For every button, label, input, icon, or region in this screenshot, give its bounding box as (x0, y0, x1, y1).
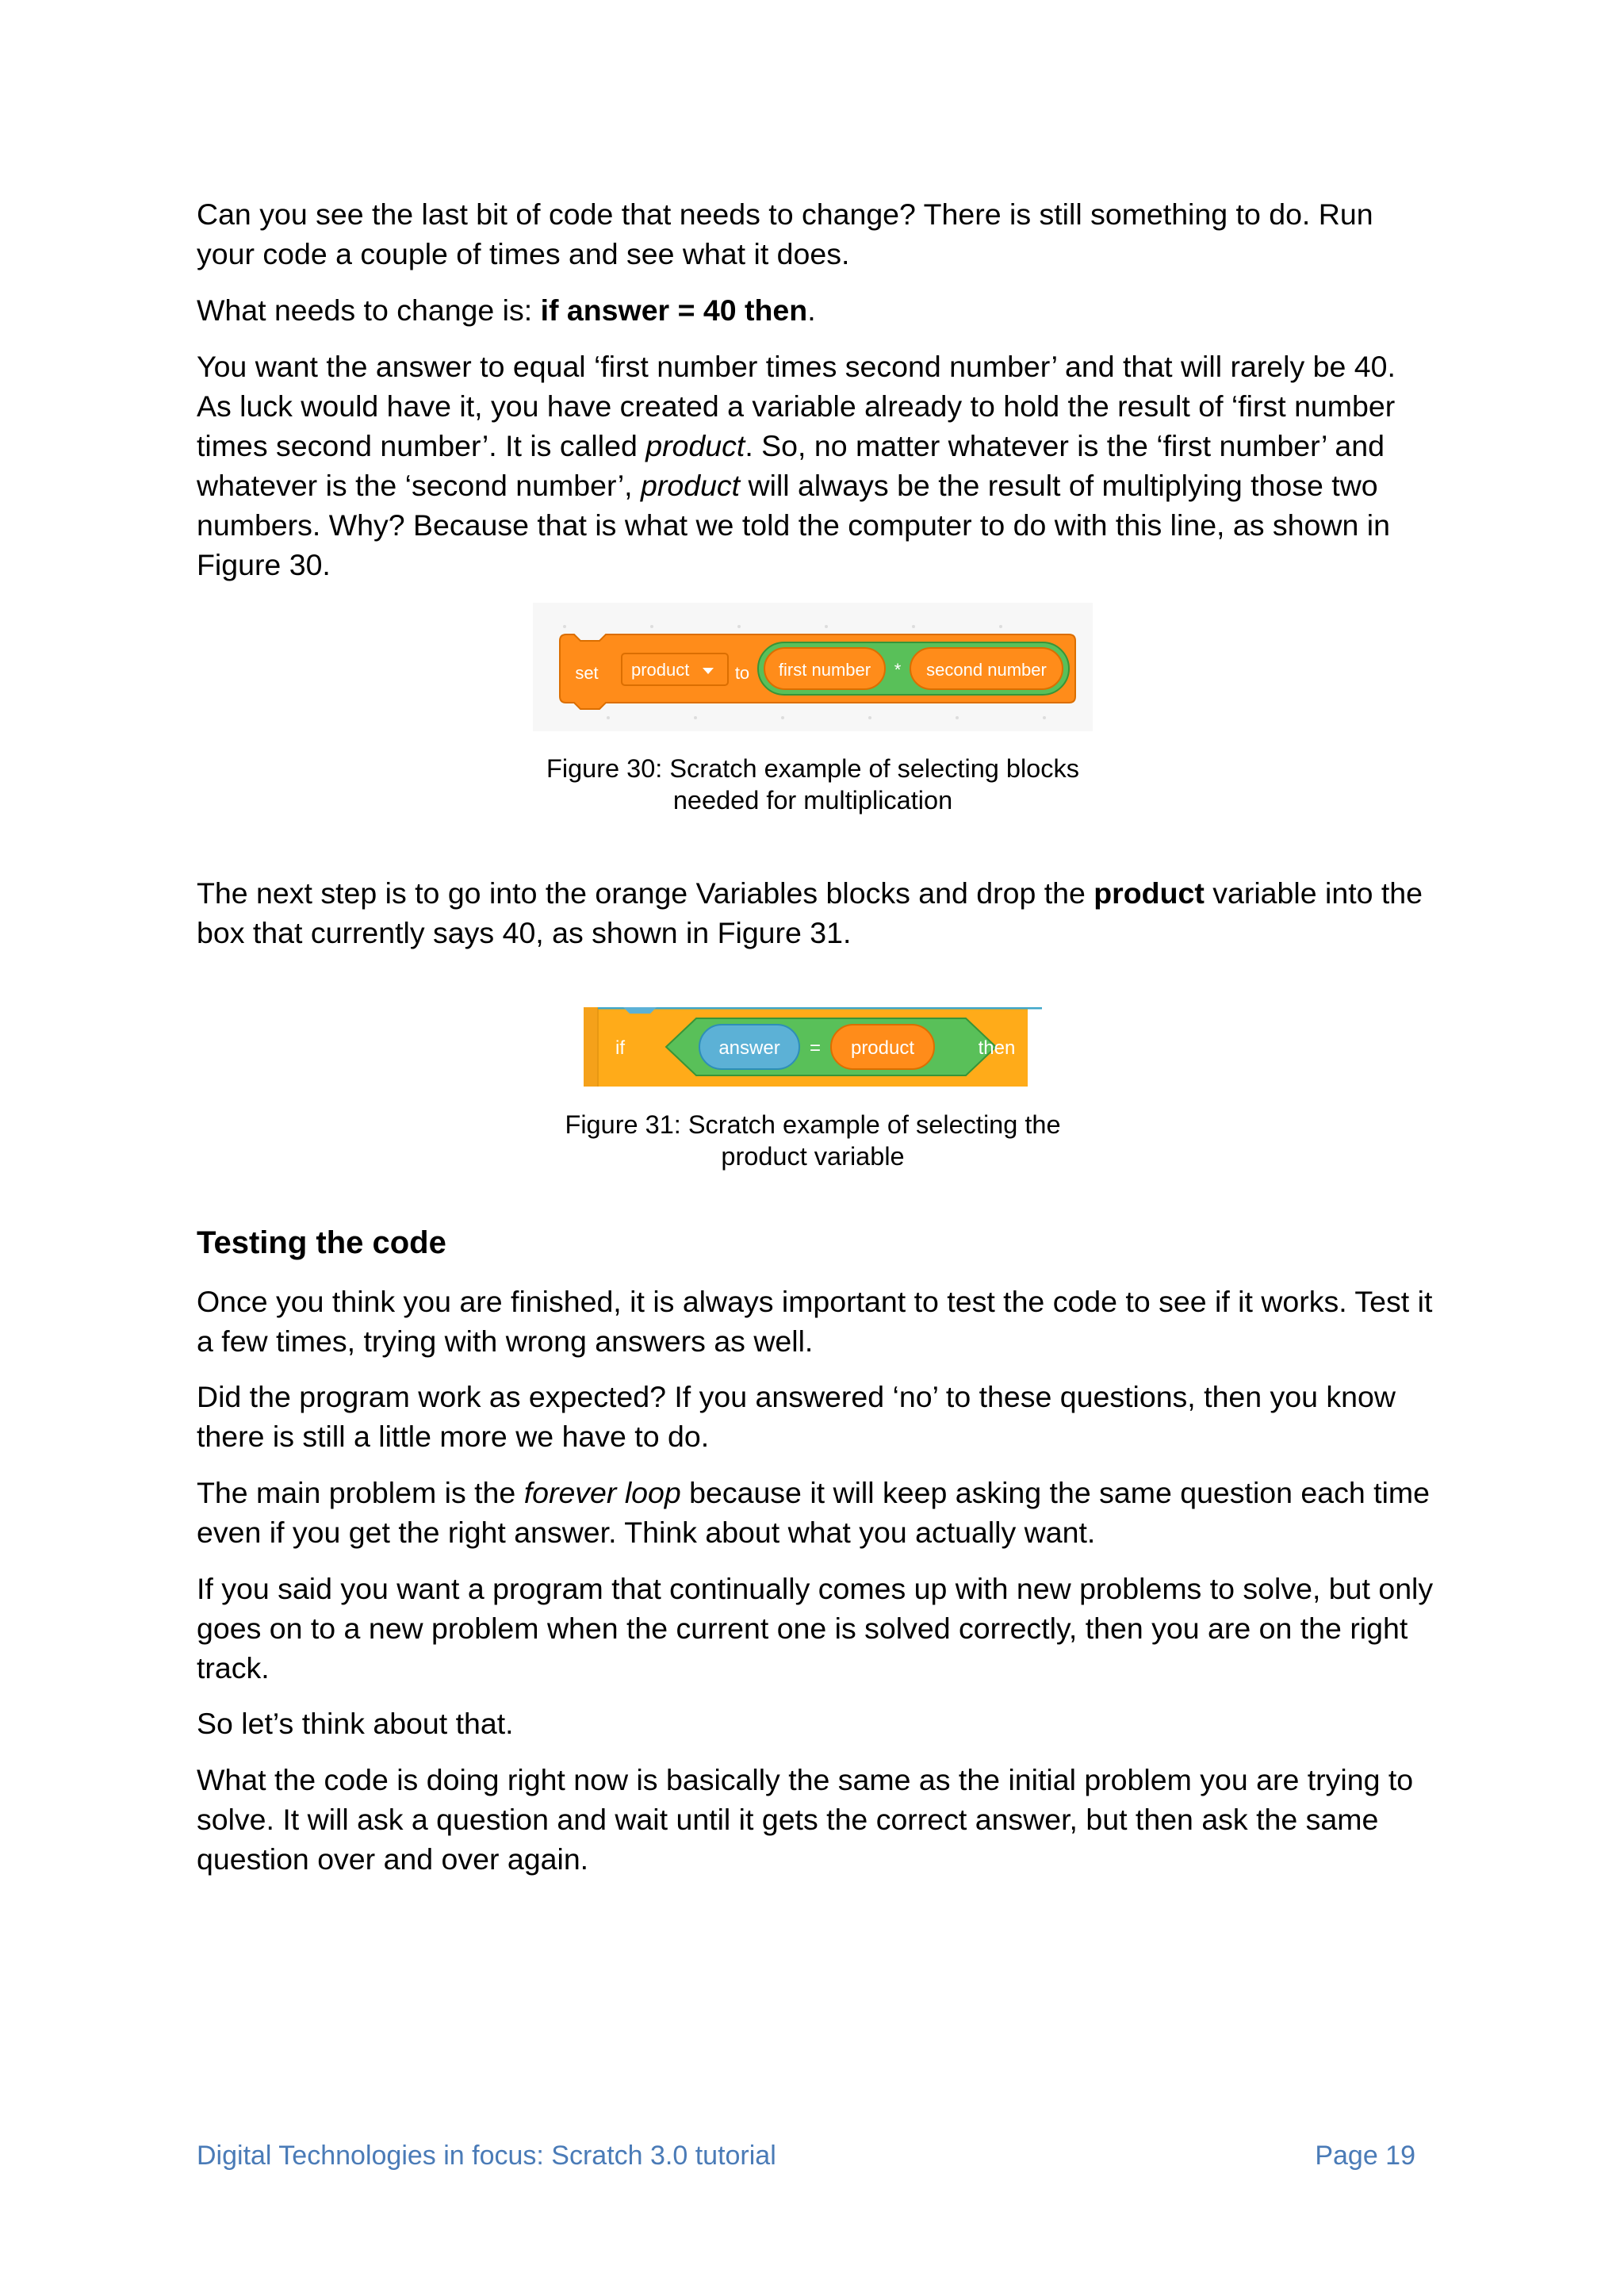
caption-line: product variable (721, 1142, 905, 1171)
text: will always be the result of multiplying those two numbers. Why? Because that is what we told the computer to do with this line, as shown in Figure 30. (197, 469, 1390, 581)
text: . (807, 293, 816, 327)
footer-title: Digital Technologies in focus: Scratch 3.0 tutorial (197, 2141, 776, 2171)
caption-line: Figure 31: Scratch example of selecting the (565, 1110, 1061, 1139)
section-heading: Testing the code (197, 1225, 446, 1260)
paragraph-testing: Once you think you are finished, it is always important to test the code to see if it works. Test it a few times, trying with wrong answers as well. (197, 1285, 1433, 1358)
italic-term: forever loop (523, 1476, 681, 1509)
paragraph-main-problem (197, 1473, 1434, 1552)
then-label: then (978, 1037, 1016, 1059)
figure-30-caption (533, 753, 1093, 816)
code-inline: if answer = 40 then (540, 293, 808, 327)
paragraph-next-step (197, 873, 1434, 953)
text: variable into the box that currently says 40, as shown in Figure 31. (197, 876, 1423, 949)
figure-31-caption (533, 1109, 1093, 1172)
set-label: set (575, 663, 599, 683)
paragraph-continual-problems: If you said you want a program that continually comes up with new problems to solve, but only goes on to a new problem when the current one is solved correctly, then you are on the right track. (197, 1572, 1434, 1685)
text: You want the answer to equal ‘first number times second number’ and that will rarely be 40. As luck would have it, you have created a variable already to hold the result of ‘first number times second number’. It is called (197, 350, 1396, 462)
italic-term: product (645, 429, 745, 462)
text: . So, no matter whatever is the ‘first number’ and whatever is the ‘second number’, (197, 429, 1385, 502)
equals-sign: = (809, 1037, 822, 1059)
bold-term: product (1094, 876, 1205, 910)
text: The main problem is the (197, 1476, 524, 1509)
text: The next step is to go into the orange Variables blocks and drop the (197, 876, 1094, 910)
second-number-label: second number (926, 660, 1047, 680)
first-number-label: first number (778, 660, 871, 680)
variable-dropdown-label: product (631, 660, 690, 680)
figure-30-scratch-set-block (533, 603, 1093, 731)
product-label: product (850, 1037, 915, 1059)
paragraph-what-needs-to-change (197, 290, 1434, 330)
footer-page-number: Page 19 (1315, 2141, 1415, 2171)
paragraph-did-it-work: Did the program work as expected? If you answered ‘no’ to these questions, then you know there is still a little more we have to do. (197, 1380, 1396, 1453)
italic-term: product (641, 469, 741, 502)
caption-line: needed for multiplication (672, 786, 953, 815)
paragraph-what-code-does: What the code is doing right now is basically the same as the initial problem you are trying to solve. It will ask a question and wait until it gets the correct answer, but then ask the same question over and over again. (197, 1763, 1414, 1876)
figure-31-scratch-if-block (584, 1007, 1047, 1087)
if-label: if (615, 1037, 625, 1059)
caption-line: Figure 30: Scratch example of selecting blocks (546, 754, 1079, 783)
paragraph-think-about: So let’s think about that. (197, 1707, 514, 1740)
answer-label: answer (718, 1037, 780, 1059)
text: What needs to change is: (197, 293, 541, 327)
text: because it will keep asking the same question each time even if you get the right answer. Think about what you actually want. (197, 1476, 1430, 1549)
multiply-sign: * (894, 660, 902, 680)
paragraph-product-explanation (197, 347, 1434, 585)
to-label: to (734, 663, 750, 683)
paragraph-intro: Can you see the last bit of code that needs to change? There is still something to do. Run your code a couple of times and see what it does. (197, 197, 1373, 270)
